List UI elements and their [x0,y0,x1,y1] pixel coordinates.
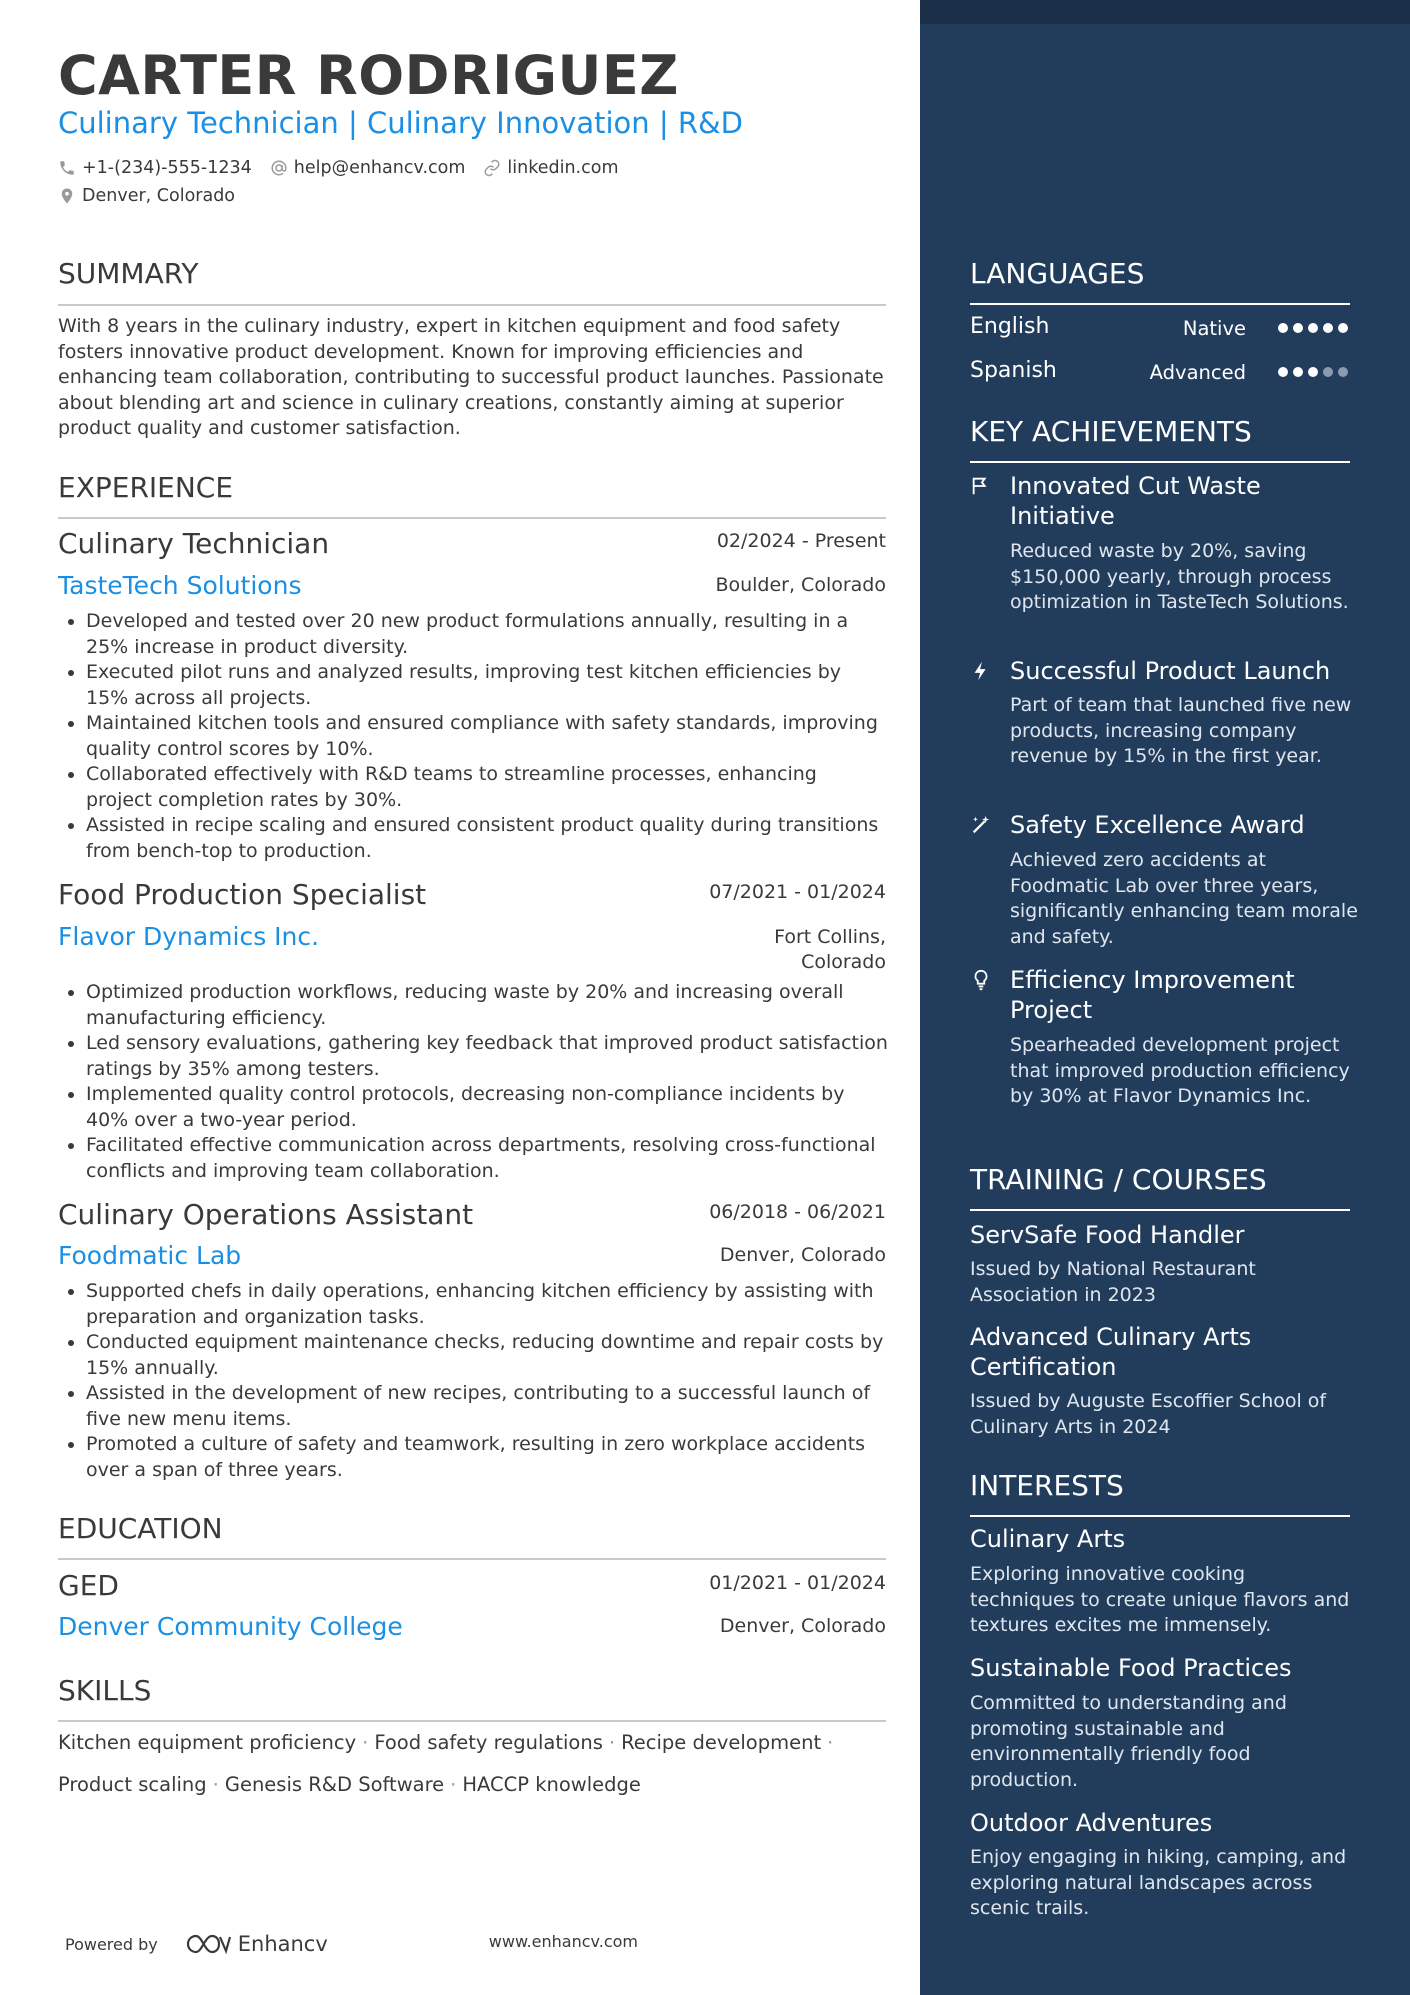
rating-dot-filled [1278,367,1288,377]
skill-item: HACCP knowledge [462,1773,641,1796]
languages-heading: LANGUAGES [970,257,1145,290]
language-name: Spanish [970,358,1057,383]
phone-icon [58,159,76,177]
job-dates: 02/2024 - Present [716,530,886,552]
interests-heading: INTERESTS [970,1469,1124,1502]
achievement-title: Innovated Cut Waste Initiative [1010,472,1261,530]
rating-dot-filled [1278,323,1288,333]
location-pin-icon [58,187,76,205]
achievement-title: Successful Product Launch [1010,657,1331,685]
bullet-item: • Developed and tested over 20 new product formulations annually, resulting in a 25% increase in product diversity. [86,609,888,660]
candidate-name: CARTER RODRIGUEZ [58,44,679,107]
job-title: Culinary Operations Assistant [58,1198,474,1231]
rating-dot-filled [1293,367,1303,377]
rating-dot-filled [1323,323,1333,333]
brand-name: Enhancv [237,1932,328,1956]
rating-dot-empty [1323,367,1333,377]
skills-list [58,1722,888,1806]
skill-item: Product scaling [58,1773,207,1796]
interests-divider [970,1515,1350,1517]
education-dates: 01/2021 - 01/2024 [709,1572,886,1594]
interest-title: Sustainable Food Practices [970,1654,1292,1682]
linkedin-contact[interactable] [483,158,618,178]
rating-dot-filled [1293,323,1303,333]
location-row [58,186,253,206]
rating-dot-filled [1308,367,1318,377]
company-name[interactable]: TasteTech Solutions [58,571,302,600]
sidebar-top-band [920,0,1410,24]
company-name[interactable]: Foodmatic Lab [58,1241,242,1270]
training-divider [970,1209,1350,1211]
job-bullets [58,980,888,1184]
achievement-desc: Spearheaded development project that improved production efficiency by 30% at Flavor Dynamics Inc. [1010,1034,1350,1107]
email-contact[interactable] [270,158,466,178]
link-icon [483,159,501,177]
summary-heading: SUMMARY [58,257,199,290]
skill-separator: · [212,1773,219,1796]
headline: Culinary Technician | Culinary Innovation | R&D [58,106,743,140]
course-title: Advanced Culinary Arts Certification [970,1323,1252,1381]
experience-divider [58,517,886,519]
bullet-item: • Executed pilot runs and analyzed results, improving test kitchen efficiencies by 15% across all projects. [86,660,888,711]
course-desc: Issued by National Restaurant Association in 2023 [970,1258,1256,1306]
job-bullets [58,609,888,864]
skill-separator: · [827,1731,834,1754]
education-divider [58,1558,886,1560]
at-sign-icon [270,159,288,177]
language-name: English [970,314,1050,339]
location-contact [58,186,235,206]
interest-desc: Exploring innovative cooking techniques to create unique flavors and textures excites me immensely. [970,1563,1350,1636]
achievement-desc: Part of team that launched five new products, increasing company revenue by 15% in the first year. [1010,694,1352,767]
lightbulb-icon [970,969,992,991]
experience-heading: EXPERIENCE [58,471,234,504]
skill-separator: · [450,1773,457,1796]
achievement-title: Safety Excellence Award [1010,811,1305,839]
company-name[interactable]: Flavor Dynamics Inc. [58,922,320,951]
interest-title: Culinary Arts [970,1525,1126,1553]
magic-wand-icon [970,814,992,836]
job-dates: 06/2018 - 06/2021 [709,1201,886,1223]
achievements-divider [970,461,1350,463]
rating-dot-filled [1338,323,1348,333]
language-level: Native [1182,317,1246,340]
job-location: Denver, Colorado [719,1244,886,1266]
bullet-item: • Led sensory evaluations, gathering key feedback that improved product satisfaction ratings by 35% among testers. [86,1031,888,1082]
bullet-item: • Maintained kitchen tools and ensured compliance with safety standards, improving quality control scores by 10%. [86,711,888,762]
language-rating [1278,323,1348,333]
sidebar [920,0,1410,1995]
training-heading: TRAINING / COURSES [970,1163,1267,1196]
bullet-item: • Implemented quality control protocols, decreasing non-compliance incidents by 40% over a two-year period. [86,1082,888,1133]
achievements-heading: KEY ACHIEVEMENTS [970,415,1252,448]
bullet-item: • Promoted a culture of safety and teamwork, resulting in zero workplace accidents over a span of three years. [86,1432,888,1483]
rating-dot-filled [1308,323,1318,333]
bullet-item: • Facilitated effective communication across departments, resolving cross-functional conflicts and improving team collaboration. [86,1133,888,1184]
education-heading: EDUCATION [58,1512,223,1545]
rating-dot-empty [1338,367,1348,377]
bullet-item: • Assisted in the development of new recipes, contributing to a successful launch of five new menu items. [86,1381,888,1432]
lightning-icon [970,660,992,682]
contact-row [58,158,637,178]
footer-url[interactable]: www.enhancv.com [488,1932,638,1951]
phone-text: +1-(234)-555-1234 [82,158,252,178]
bullet-item: • Supported chefs in daily operations, enhancing kitchen efficiency by assisting with preparation and organization tasks. [86,1279,888,1330]
language-rating [1278,367,1348,377]
interest-title: Outdoor Adventures [970,1809,1213,1837]
skills-heading: SKILLS [58,1674,152,1707]
skill-item: Food safety regulations [374,1731,603,1754]
summary-divider [58,304,886,306]
course-title: ServSafe Food Handler [970,1221,1245,1249]
achievement-desc: Achieved zero accidents at Foodmatic Lab over three years, significantly enhancing team morale and safety. [1010,849,1358,948]
linkedin-text: linkedin.com [507,158,619,178]
enhancv-logo-icon [184,1931,232,1957]
email-text: help@enhancv.com [293,158,466,178]
summary-text: With 8 years in the culinary industry, expert in kitchen equipment and food safety fosters innovative product development. Known for improving efficiencies and enhancing team collaboration, contributing to successful product launches. Passionate about blending art and science in culinary creations, constantly aiming at superior product quality and customer satisfaction. [58,315,884,439]
job-location [774,925,886,975]
job-location: Boulder, Colorado [715,574,886,596]
job-title: Culinary Technician [58,527,330,560]
skill-separator: · [362,1731,369,1754]
skill-item: Recipe development [621,1731,822,1754]
skill-item: Kitchen equipment proficiency [58,1731,357,1754]
language-level: Advanced [1149,361,1246,384]
footer-powered-by [65,1931,328,1957]
bullet-item: • Collaborated effectively with R&D teams to streamline processes, enhancing project completion rates by 30%. [86,762,888,813]
skill-separator: · [608,1731,616,1754]
bullet-item: • Assisted in recipe scaling and ensured consistent product quality during transitions from bench-top to production. [86,813,888,864]
bullet-item: • Conducted equipment maintenance checks, reducing downtime and repair costs by 15% annually. [86,1330,888,1381]
bullet-item: • Optimized production workflows, reducing waste by 20% and increasing overall manufacturing efficiency. [86,980,888,1031]
interest-desc: Committed to understanding and promoting sustainable and environmentally friendly food production. [970,1692,1287,1791]
job-location-line: Colorado [801,951,886,973]
job-location-line: Fort Collins, [774,926,886,948]
achievement-desc: Reduced waste by 20%, saving $150,000 yearly, through process optimization in TasteTech Solutions. [1010,540,1349,613]
skill-item: Genesis R&D Software [224,1773,445,1796]
school-name[interactable]: Denver Community College [58,1612,403,1641]
interest-desc: Enjoy engaging in hiking, camping, and exploring natural landscapes across scenic trails. [970,1846,1347,1919]
education-location: Denver, Colorado [719,1615,886,1637]
flag-icon [970,475,992,497]
powered-by-label: Powered by [65,1934,158,1954]
job-dates: 07/2021 - 01/2024 [709,881,886,903]
course-desc: Issued by Auguste Escoffier School of Culinary Arts in 2024 [970,1390,1327,1438]
degree-title: GED [58,1569,119,1602]
location-text: Denver, Colorado [82,186,236,206]
job-bullets [58,1279,888,1483]
phone-contact[interactable] [58,158,252,178]
achievement-title: Efficiency Improvement Project [1010,966,1295,1024]
job-title: Food Production Specialist [58,878,427,911]
languages-divider [970,303,1350,305]
